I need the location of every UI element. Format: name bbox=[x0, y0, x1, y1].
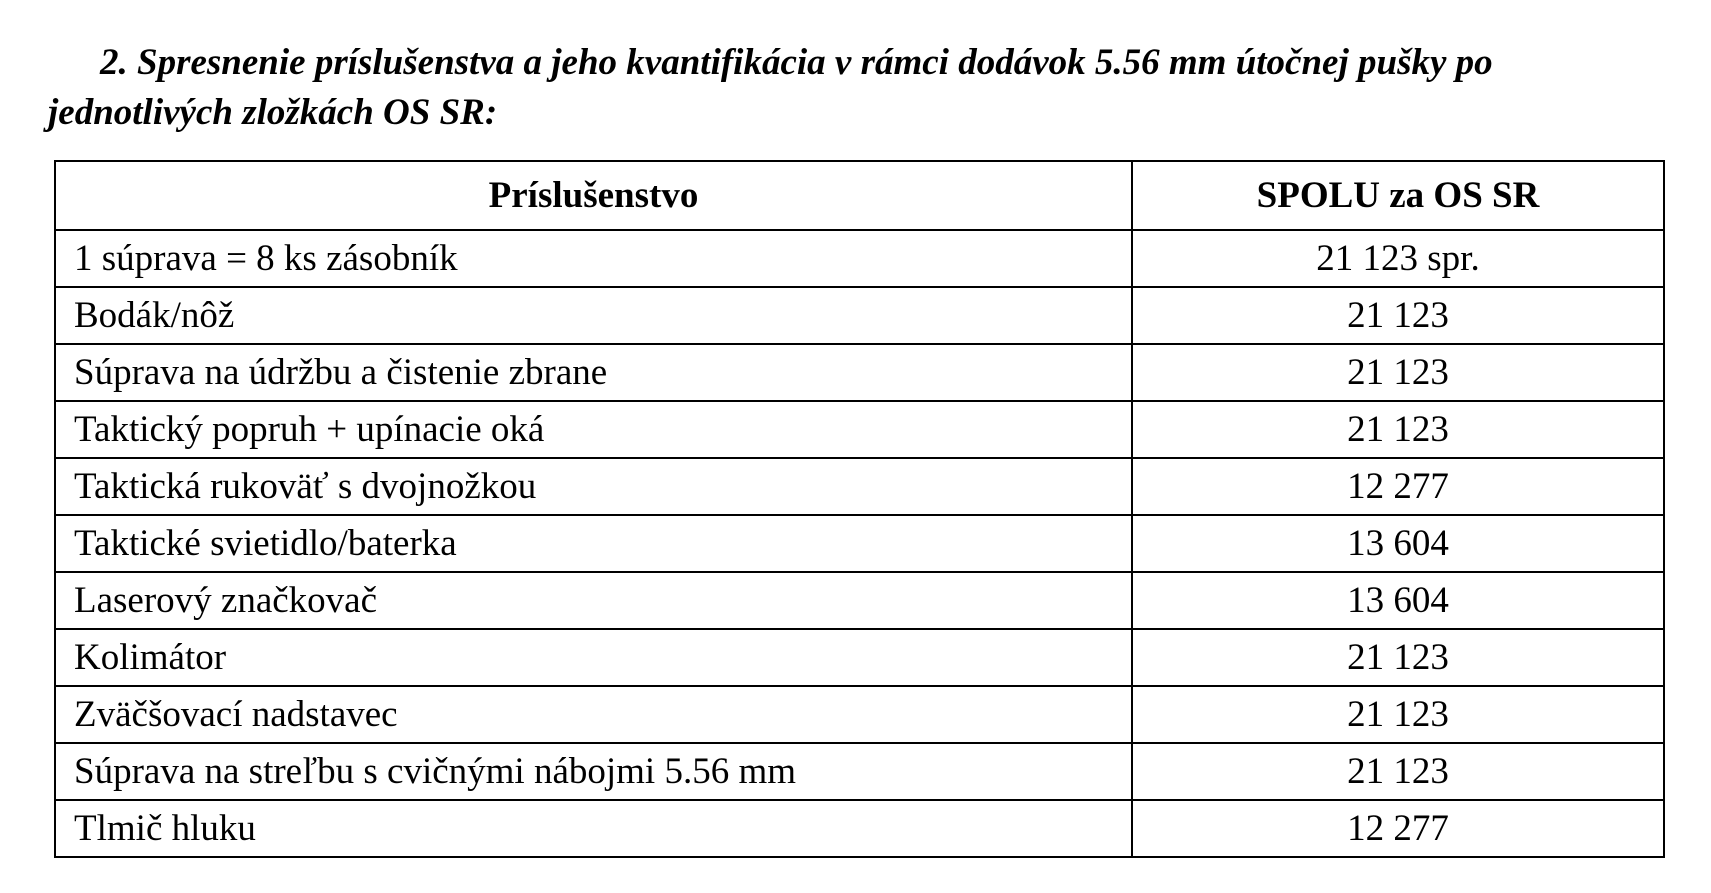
table-row bbox=[55, 686, 1664, 743]
accessory-name: Taktická rukoväť s dvojnožkou bbox=[55, 458, 1132, 515]
accessory-name: Súprava na streľbu s cvičnými nábojmi 5.56 mm bbox=[55, 743, 1132, 800]
table-row bbox=[55, 800, 1664, 857]
accessory-name: Tlmič hluku bbox=[55, 800, 1132, 857]
accessory-name: Laserový značkovač bbox=[55, 572, 1132, 629]
accessory-total: 12 277 bbox=[1132, 458, 1664, 515]
table-body bbox=[55, 230, 1664, 857]
table-header bbox=[55, 161, 1664, 230]
accessory-name: Bodák/nôž bbox=[55, 287, 1132, 344]
accessory-total: 21 123 bbox=[1132, 401, 1664, 458]
accessory-total: 21 123 bbox=[1132, 629, 1664, 686]
accessory-name: Kolimátor bbox=[55, 629, 1132, 686]
table-row bbox=[55, 401, 1664, 458]
accessory-total: 12 277 bbox=[1132, 800, 1664, 857]
accessory-name: Taktický popruh + upínacie oká bbox=[55, 401, 1132, 458]
table-row bbox=[55, 230, 1664, 287]
table-row bbox=[55, 287, 1664, 344]
accessory-total: 21 123 bbox=[1132, 743, 1664, 800]
column-header-total: SPOLU za OS SR bbox=[1132, 161, 1664, 230]
table-row bbox=[55, 344, 1664, 401]
table-row bbox=[55, 629, 1664, 686]
table-row bbox=[55, 743, 1664, 800]
accessory-total: 21 123 spr. bbox=[1132, 230, 1664, 287]
table-row bbox=[55, 515, 1664, 572]
accessory-name: Zväčšovací nadstavec bbox=[55, 686, 1132, 743]
accessory-total: 13 604 bbox=[1132, 515, 1664, 572]
column-header-accessory: Príslušenstvo bbox=[55, 161, 1132, 230]
accessory-total: 21 123 bbox=[1132, 686, 1664, 743]
accessory-total: 21 123 bbox=[1132, 344, 1664, 401]
table-row bbox=[55, 458, 1664, 515]
accessory-total: 21 123 bbox=[1132, 287, 1664, 344]
table-row bbox=[55, 572, 1664, 629]
section-heading: 2. Spresnenie príslušenstva a jeho kvantifikácia v rámci dodávok 5.56 mm útočnej pušky po jednotlivých zložkách OS SR: bbox=[48, 42, 1493, 133]
accessory-total: 13 604 bbox=[1132, 572, 1664, 629]
accessories-table bbox=[54, 160, 1665, 858]
header-row bbox=[55, 161, 1664, 230]
accessory-name: Súprava na údržbu a čistenie zbrane bbox=[55, 344, 1132, 401]
accessory-name: Taktické svietidlo/baterka bbox=[55, 515, 1132, 572]
accessory-name: 1 súprava = 8 ks zásobník bbox=[55, 230, 1132, 287]
